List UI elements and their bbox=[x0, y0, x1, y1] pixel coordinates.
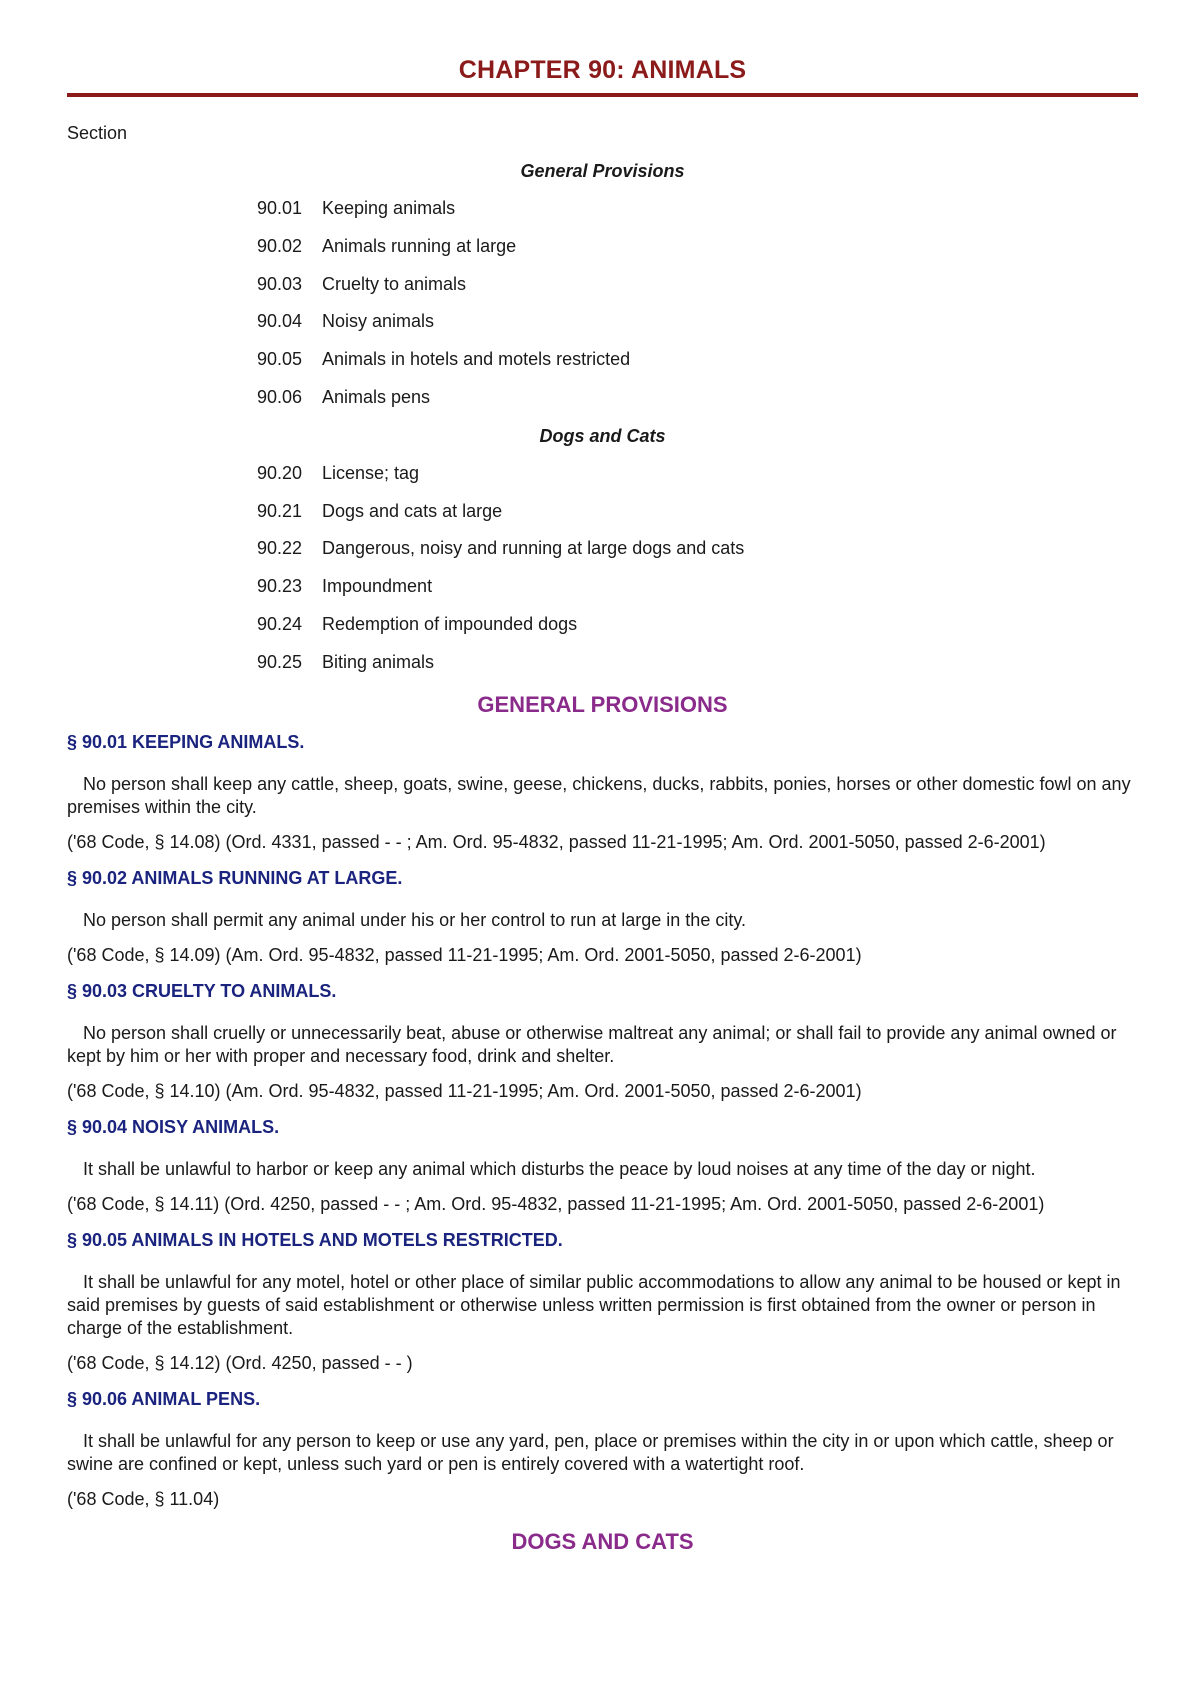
toc-item-title: Impoundment bbox=[322, 576, 433, 597]
toc-item[interactable] bbox=[67, 266, 1138, 304]
toc-item[interactable] bbox=[67, 303, 1138, 341]
section-history: ('68 Code, § 14.08) (Ord. 4331, passed - - ; Am. Ord. 95-4832, passed 11-21-1995; Am. Ord. 2001-5050, passed 2-6-2001) bbox=[67, 831, 1046, 852]
section-body: No person shall permit any animal under his or her control to run at large in the city. bbox=[83, 909, 746, 930]
toc-item-number: 90.24 bbox=[257, 613, 303, 634]
section-body: No person shall keep any cattle, sheep, goats, swine, geese, chickens, ducks, rabbits, ponies, horses or other domestic fowl on any premises within the city. bbox=[67, 773, 1131, 817]
chapter-title: CHAPTER 90: ANIMALS bbox=[458, 56, 747, 84]
toc-item-title: Animals running at large bbox=[322, 235, 517, 256]
toc-item[interactable] bbox=[67, 568, 1138, 606]
general-provisions-heading: GENERAL PROVISIONS bbox=[477, 691, 728, 717]
section-body: It shall be unlawful for any motel, hotel or other place of similar public accommodations to allow any animal to be housed or kept in said premises by guests of said establishment or otherwise unless written permission is first obtained from the owner or person in charge of the establishment. bbox=[67, 1271, 1121, 1338]
toc-item-number: 90.06 bbox=[257, 386, 303, 407]
toc-item-title: Noisy animals bbox=[322, 311, 435, 332]
dogs-and-cats-heading: DOGS AND CATS bbox=[511, 1528, 694, 1554]
toc-item-title: Dogs and cats at large bbox=[322, 500, 503, 521]
toc-item-title: Dangerous, noisy and running at large dogs and cats bbox=[322, 538, 745, 559]
toc-item[interactable] bbox=[67, 644, 1138, 682]
section-history: ('68 Code, § 14.10) (Am. Ord. 95-4832, passed 11-21-1995; Am. Ord. 2001-5050, passed 2-6-2001) bbox=[67, 1080, 862, 1101]
toc-item-number: 90.21 bbox=[257, 500, 303, 521]
toc-item-number: 90.20 bbox=[257, 462, 303, 483]
section-heading: § 90.06 ANIMAL PENS. bbox=[67, 1388, 261, 1409]
toc-item[interactable] bbox=[67, 228, 1138, 266]
toc-item[interactable] bbox=[67, 190, 1138, 228]
toc-item-number: 90.22 bbox=[257, 538, 303, 559]
toc-item[interactable] bbox=[67, 530, 1138, 568]
section-label: Section bbox=[67, 123, 128, 143]
section-body: It shall be unlawful to harbor or keep any animal which disturbs the peace by loud noises at any time of the day or night. bbox=[83, 1158, 1036, 1179]
toc-item-number: 90.01 bbox=[257, 198, 303, 218]
section-history: ('68 Code, § 11.04) bbox=[67, 1488, 220, 1509]
document-page bbox=[67, 0, 1138, 1555]
toc-item[interactable] bbox=[67, 493, 1138, 531]
toc-item-number: 90.02 bbox=[257, 235, 303, 256]
toc-item-title: License; tag bbox=[322, 462, 420, 483]
toc-item-title: Redemption of impounded dogs bbox=[322, 613, 578, 634]
toc-heading-dogs-and-cats: Dogs and Cats bbox=[539, 425, 666, 446]
toc-item-title: Biting animals bbox=[322, 651, 435, 672]
toc-item-title: Cruelty to animals bbox=[322, 273, 467, 294]
section-heading: § 90.04 NOISY ANIMALS. bbox=[67, 1116, 280, 1137]
section-history: ('68 Code, § 14.12) (Ord. 4250, passed - - ) bbox=[67, 1352, 413, 1373]
section-history: ('68 Code, § 14.11) (Ord. 4250, passed - - ; Am. Ord. 95-4832, passed 11-21-1995; Am. Ord. 2001-5050, passed 2-6-2001) bbox=[67, 1193, 1045, 1214]
chapter-divider bbox=[67, 93, 1138, 97]
toc-item-title: Animals pens bbox=[322, 386, 431, 407]
toc-item-number: 90.25 bbox=[257, 651, 303, 672]
toc-item-number: 90.23 bbox=[257, 576, 303, 597]
toc-item-number: 90.04 bbox=[257, 311, 303, 332]
section-heading: § 90.03 CRUELTY TO ANIMALS. bbox=[67, 980, 337, 1001]
toc-item-number: 90.05 bbox=[257, 349, 303, 370]
toc-item[interactable] bbox=[67, 341, 1138, 379]
section-heading: § 90.05 ANIMALS IN HOTELS AND MOTELS RESTRICTED. bbox=[67, 1229, 563, 1250]
section-heading: § 90.01 KEEPING ANIMALS. bbox=[67, 731, 305, 752]
section-heading: § 90.02 ANIMALS RUNNING AT LARGE. bbox=[67, 867, 403, 888]
table-of-contents bbox=[67, 152, 1138, 682]
toc-item-title: Keeping animals bbox=[322, 198, 456, 218]
section-body: No person shall cruelly or unnecessarily beat, abuse or otherwise maltreat any animal; or shall fail to provide any animal owned or kept by him or her with proper and necessary food, drink and shelter. bbox=[67, 1022, 1117, 1066]
section-history: ('68 Code, § 14.09) (Am. Ord. 95-4832, passed 11-21-1995; Am. Ord. 2001-5050, passed 2-6-2001) bbox=[67, 944, 862, 965]
section-body: It shall be unlawful for any person to keep or use any yard, pen, place or premises within the city in or upon which cattle, sheep or swine are confined or kept, unless such yard or pen is entirely covered with a watertight roof. bbox=[67, 1430, 1114, 1474]
toc-item[interactable] bbox=[67, 455, 1138, 493]
toc-item-title: Animals in hotels and motels restricted bbox=[322, 349, 631, 370]
toc-heading-general-provisions: General Provisions bbox=[520, 161, 685, 181]
toc-item[interactable] bbox=[67, 379, 1138, 417]
toc-item[interactable] bbox=[67, 606, 1138, 644]
toc-item-number: 90.03 bbox=[257, 273, 303, 294]
